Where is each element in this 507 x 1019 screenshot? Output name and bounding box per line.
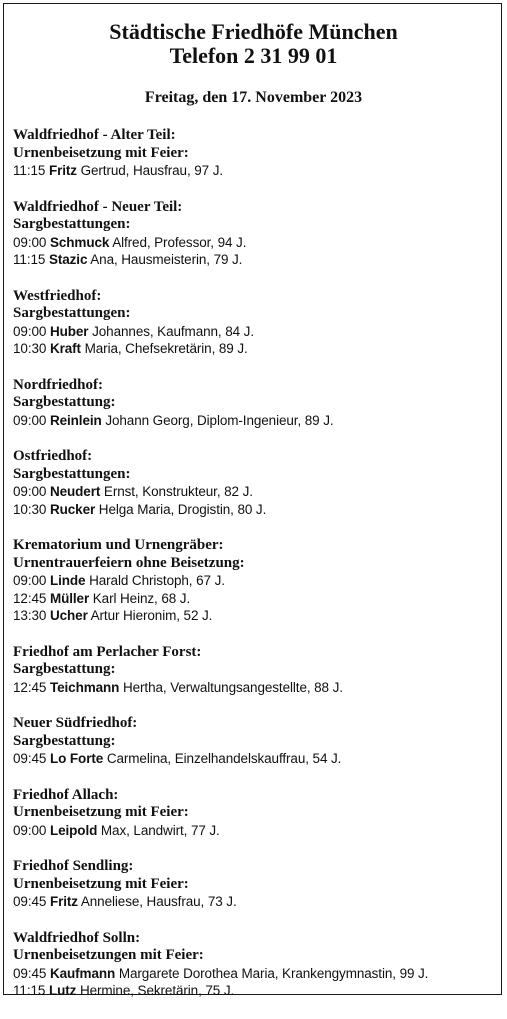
burial-entry xyxy=(13,340,500,358)
cemetery-name: Nordfriedhof: xyxy=(13,376,103,393)
entry-time: 09:00 xyxy=(13,323,47,339)
entry-details: Artur Hieronim, 52 J. xyxy=(90,608,213,623)
burial-entry xyxy=(13,323,500,341)
entry-time: 09:45 xyxy=(13,751,47,766)
entry-surname: Neudert xyxy=(49,484,101,499)
entry-surname: Lutz xyxy=(48,983,77,998)
cemetery-name: Friedhof Allach: xyxy=(13,786,119,803)
burial-entry xyxy=(13,501,500,519)
entry-details: Johann Georg, Diplom-Ingenieur, 89 J. xyxy=(105,412,334,428)
entry-surname: Reinlein xyxy=(49,412,102,428)
entry-details: Margarete Dorothea Maria, Krankengymnastin, 99 J. xyxy=(118,965,429,981)
burial-entry xyxy=(13,822,500,840)
entry-surname: Leipold xyxy=(49,822,98,838)
burial-entry xyxy=(13,965,500,983)
entry-time: 12:45 xyxy=(13,590,47,606)
entry-time: 11:15 xyxy=(13,163,46,178)
burial-entry xyxy=(13,982,500,1000)
entry-time: 11:15 xyxy=(13,252,46,267)
entry-surname: Fritz xyxy=(48,163,77,178)
entry-time: 10:30 xyxy=(13,341,47,356)
cemetery-section xyxy=(13,537,500,625)
entry-details: Harald Christoph, 67 J. xyxy=(89,573,225,588)
entry-details: Johannes, Kaufmann, 84 J. xyxy=(92,323,254,339)
cemetery-name: Waldfriedhof Solln: xyxy=(13,929,141,946)
entry-time: 11:15 xyxy=(13,983,46,998)
burial-category: Urnentrauerfeiern ohne Beisetzung: xyxy=(13,554,245,571)
cemetery-name: Friedhof am Perlacher Forst: xyxy=(13,643,202,660)
entry-time: 12:45 xyxy=(13,679,47,695)
cemetery-section xyxy=(13,288,500,358)
burial-entry xyxy=(13,483,500,501)
burial-entry xyxy=(13,679,500,697)
entry-details: Gertrud, Hausfrau, 97 J. xyxy=(80,163,224,178)
entry-details: Ana, Hausmeisterin, 79 J. xyxy=(90,252,243,267)
burial-entry xyxy=(13,234,500,252)
cemetery-name: Friedhof Sendling: xyxy=(13,858,134,874)
cemetery-section xyxy=(13,715,500,768)
entry-time: 09:45 xyxy=(13,894,47,909)
cemetery-section xyxy=(13,787,500,840)
entry-surname: Teichmann xyxy=(49,679,120,695)
cemetery-name: Neuer Südfriedhof: xyxy=(13,715,138,731)
entry-surname: Rucker xyxy=(49,501,96,517)
entry-details: Hermine, Sekretärin, 75 J. xyxy=(79,983,235,998)
cemetery-name: Waldfriedhof - Alter Teil: xyxy=(13,127,176,143)
cemetery-name: Westfriedhof: xyxy=(13,287,102,304)
entry-surname: Müller xyxy=(49,590,90,606)
burial-category: Urnenbeisetzungen mit Feier: xyxy=(13,947,204,963)
burial-entry xyxy=(13,607,500,625)
cemetery-section xyxy=(13,377,500,430)
entry-time: 09:00 xyxy=(13,412,47,428)
burial-entry xyxy=(13,251,500,269)
cemetery-section xyxy=(13,858,500,911)
cemetery-section xyxy=(13,448,500,518)
cemetery-name: Krematorium und Urnengräber: xyxy=(13,537,224,553)
cemetery-name: Ostfriedhof: xyxy=(13,448,93,464)
burial-category: Sargbestattungen: xyxy=(13,216,131,232)
burial-entry xyxy=(13,750,500,768)
entry-surname: Stazic xyxy=(48,252,88,267)
cemetery-section xyxy=(13,199,500,269)
entry-time: 09:45 xyxy=(13,965,47,981)
entry-surname: Kaufmann xyxy=(49,965,116,981)
entry-details: Hertha, Verwaltungsangestellte, 88 J. xyxy=(122,679,343,695)
page-title: Städtische Friedhöfe München xyxy=(109,19,398,44)
entry-surname: Fritz xyxy=(49,894,78,909)
burial-category: Sargbestattungen: xyxy=(13,465,131,482)
burial-category: Urnenbeisetzung mit Feier: xyxy=(13,875,189,892)
burial-entry xyxy=(13,590,500,608)
entry-time: 13:30 xyxy=(13,608,47,623)
entry-details: Ernst, Konstrukteur, 82 J. xyxy=(103,484,253,499)
entry-surname: Schmuck xyxy=(49,234,110,250)
entry-details: Anneliese, Hausfrau, 73 J. xyxy=(80,894,237,909)
entry-details: Max, Landwirt, 77 J. xyxy=(100,822,220,838)
phone-number: Telefon 2 31 99 01 xyxy=(169,43,338,68)
entry-details: Alfred, Professor, 94 J. xyxy=(112,234,247,250)
entry-surname: Lo Forte xyxy=(49,751,104,766)
burial-entry xyxy=(13,893,500,911)
entry-time: 10:30 xyxy=(13,501,47,517)
burial-category: Sargbestattung: xyxy=(13,661,116,677)
cemetery-section xyxy=(13,644,500,697)
burial-category: Urnenbeisetzung mit Feier: xyxy=(13,144,189,161)
burial-category: Sargbestattungen: xyxy=(13,305,131,321)
entry-surname: Huber xyxy=(49,323,89,339)
entry-details: Maria, Chefsekretärin, 89 J. xyxy=(84,341,248,356)
cemetery-section xyxy=(13,127,500,180)
entry-time: 09:00 xyxy=(13,234,47,250)
entry-time: 09:00 xyxy=(13,822,47,838)
entry-details: Karl Heinz, 68 J. xyxy=(92,590,191,606)
burial-category: Sargbestattung: xyxy=(13,732,116,749)
entry-details: Helga Maria, Drogistin, 80 J. xyxy=(98,501,267,517)
entry-surname: Linde xyxy=(49,573,86,588)
entry-time: 09:00 xyxy=(13,573,47,588)
burial-category: Sargbestattung: xyxy=(13,394,116,410)
entry-time: 09:00 xyxy=(13,484,47,499)
entry-details: Carmelina, Einzelhandelskauffrau, 54 J. xyxy=(106,751,342,766)
date-line: Freitag, den 17. November 2023 xyxy=(144,89,363,106)
cemetery-list xyxy=(13,127,500,1019)
burial-entry xyxy=(13,412,500,430)
entry-surname: Ucher xyxy=(49,608,88,623)
burial-entry xyxy=(13,572,500,590)
burial-entry xyxy=(13,162,500,180)
cemetery-section xyxy=(13,930,500,1000)
cemetery-name: Waldfriedhof - Neuer Teil: xyxy=(13,198,183,215)
burial-category: Urnenbeisetzung mit Feier: xyxy=(13,804,189,820)
entry-surname: Kraft xyxy=(49,341,81,356)
